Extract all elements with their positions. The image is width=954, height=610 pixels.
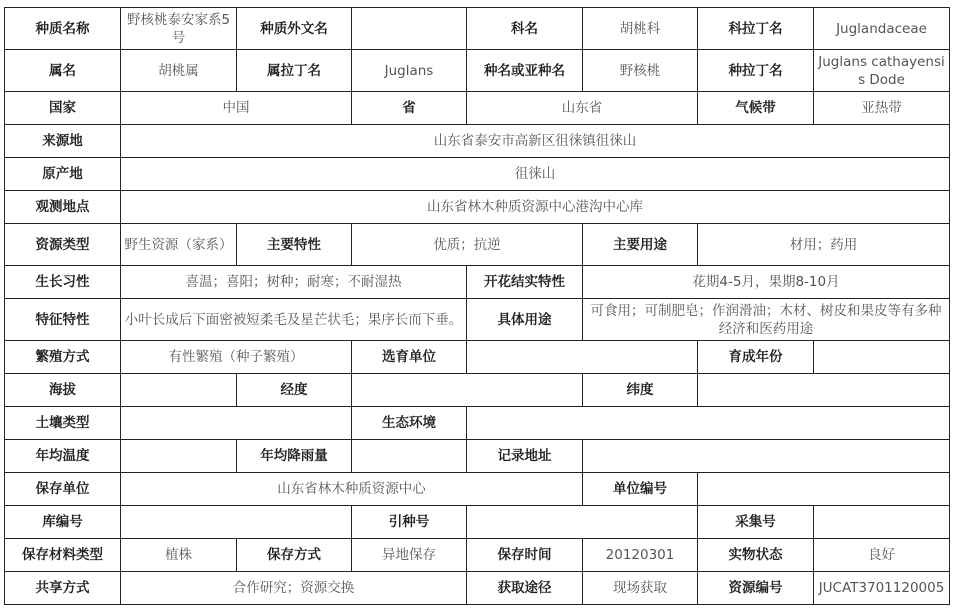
country-label: 国家: [5, 92, 121, 125]
unit-no-label: 单位编号: [583, 473, 698, 506]
rain-value: [352, 440, 467, 473]
foreign-name-label: 种质外文名: [237, 8, 352, 50]
material-value: 植株: [121, 539, 237, 572]
flower-label: 开花结实特性: [467, 266, 583, 299]
specific-use-value: 可食用；可制肥皂；作润滑油；木材、树皮和果皮等有多种经济和医药用途: [583, 299, 950, 341]
row-trait: [5, 299, 950, 341]
obs-value: 山东省林木种质资源中心港沟中心库: [121, 191, 950, 224]
collect-no-label: 采集号: [698, 506, 814, 539]
row-reproduction: [5, 341, 950, 374]
genus-latin-value: Juglans: [352, 50, 467, 92]
origin-label: 来源地: [5, 125, 121, 158]
breed-unit-value: [467, 341, 698, 374]
row-observation: [5, 191, 950, 224]
use-label: 主要用途: [583, 224, 698, 266]
habit-value: 喜温；喜阳；树种；耐寒；不耐湿热: [121, 266, 467, 299]
temp-value: [121, 440, 237, 473]
origin-value: 山东省泰安市高新区徂徕镇徂徕山: [121, 125, 950, 158]
repro-value: 有性繁殖（种子繁殖）: [121, 341, 352, 374]
record-value: [583, 440, 950, 473]
row-native: [5, 158, 950, 191]
row-temperature: [5, 440, 950, 473]
longitude-label: 经度: [237, 374, 352, 407]
eco-value: [467, 407, 950, 440]
row-storage-unit: [5, 473, 950, 506]
status-label: 实物状态: [698, 539, 814, 572]
row-store-no: [5, 506, 950, 539]
trait-value: 小叶长成后下面密被短柔毛及星芒状毛；果序长而下垂。: [121, 299, 467, 341]
latitude-label: 纬度: [583, 374, 698, 407]
time-value: 20120301: [583, 539, 698, 572]
share-label: 共享方式: [5, 572, 121, 605]
row-country: [5, 92, 950, 125]
row-share: [5, 572, 950, 605]
family-latin-value: Juglandaceae: [814, 8, 950, 50]
row-habit: [5, 266, 950, 299]
unit-no-value: [698, 473, 950, 506]
resource-no-value: JUCAT3701120005: [814, 572, 950, 605]
status-value: 良好: [814, 539, 950, 572]
germplasm-info-table: [4, 7, 950, 605]
eco-label: 生态环境: [352, 407, 467, 440]
breed-year-value: [814, 341, 950, 374]
access-value: 现场获取: [583, 572, 698, 605]
species-latin-label: 种拉丁名: [698, 50, 814, 92]
genus-value: 胡桃属: [121, 50, 237, 92]
genus-latin-label: 属拉丁名: [237, 50, 352, 92]
native-value: 徂徕山: [121, 158, 950, 191]
species-latin-value: Juglans cathayensis Dode: [814, 50, 950, 92]
specific-use-label: 具体用途: [467, 299, 583, 341]
time-label: 保存时间: [467, 539, 583, 572]
species-value: 野核桃: [583, 50, 698, 92]
row-soil: [5, 407, 950, 440]
soil-value: [121, 407, 352, 440]
row-genus: [5, 50, 950, 92]
repro-label: 繁殖方式: [5, 341, 121, 374]
type-value: 野生资源（家系）: [121, 224, 237, 266]
latitude-value: [698, 374, 950, 407]
unit-value: 山东省林木种质资源中心: [121, 473, 583, 506]
rain-label: 年均降雨量: [237, 440, 352, 473]
native-label: 原产地: [5, 158, 121, 191]
method-label: 保存方式: [237, 539, 352, 572]
row-resource-type: [5, 224, 950, 266]
province-label: 省: [352, 92, 467, 125]
row-origin: [5, 125, 950, 158]
flower-value: 花期4-5月，果期8-10月: [583, 266, 950, 299]
record-label: 记录地址: [467, 440, 583, 473]
breed-unit-label: 选育单位: [352, 341, 467, 374]
material-label: 保存材料类型: [5, 539, 121, 572]
access-label: 获取途径: [467, 572, 583, 605]
family-label: 科名: [467, 8, 583, 50]
name-value: 野核桃泰安家系5号: [121, 8, 237, 50]
use-value: 材用；药用: [698, 224, 950, 266]
method-value: 异地保存: [352, 539, 467, 572]
store-no-label: 库编号: [5, 506, 121, 539]
soil-label: 土壤类型: [5, 407, 121, 440]
species-label: 种名或亚种名: [467, 50, 583, 92]
foreign-name-value: [352, 8, 467, 50]
collect-no-value: [814, 506, 950, 539]
intro-no-label: 引种号: [352, 506, 467, 539]
feature-value: 优质；抗逆: [352, 224, 583, 266]
breed-year-label: 育成年份: [698, 341, 814, 374]
row-name: [5, 8, 950, 50]
family-latin-label: 科拉丁名: [698, 8, 814, 50]
longitude-value: [352, 374, 583, 407]
unit-label: 保存单位: [5, 473, 121, 506]
temp-label: 年均温度: [5, 440, 121, 473]
feature-label: 主要特性: [237, 224, 352, 266]
row-altitude: [5, 374, 950, 407]
store-no-value: [121, 506, 352, 539]
climate-value: 亚热带: [814, 92, 950, 125]
province-value: 山东省: [467, 92, 698, 125]
name-label: 种质名称: [5, 8, 121, 50]
country-value: 中国: [121, 92, 352, 125]
type-label: 资源类型: [5, 224, 121, 266]
genus-label: 属名: [5, 50, 121, 92]
altitude-label: 海拔: [5, 374, 121, 407]
family-value: 胡桃科: [583, 8, 698, 50]
habit-label: 生长习性: [5, 266, 121, 299]
resource-no-label: 资源编号: [698, 572, 814, 605]
altitude-value: [121, 374, 237, 407]
trait-label: 特征特性: [5, 299, 121, 341]
climate-label: 气候带: [698, 92, 814, 125]
row-material: [5, 539, 950, 572]
intro-no-value: [467, 506, 698, 539]
obs-label: 观测地点: [5, 191, 121, 224]
share-value: 合作研究；资源交换: [121, 572, 467, 605]
